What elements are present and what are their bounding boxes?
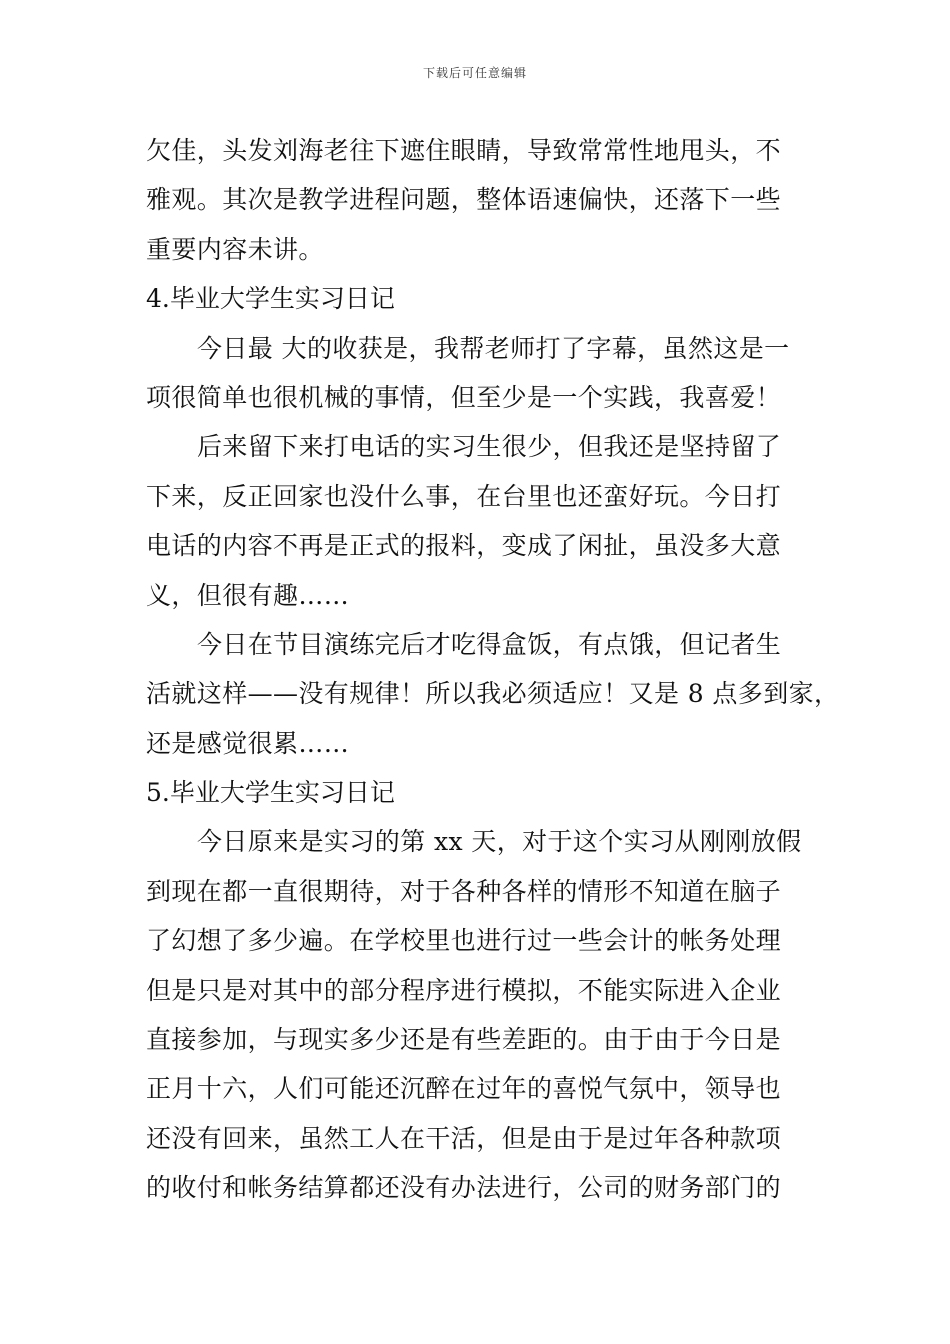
text-line: 项很简单也很机械的事情，但至少是一个实践，我喜爱！ — [146, 382, 782, 412]
text-line: 今日最 大的收获是，我帮老师打了字幕，虽然这是一 — [197, 333, 790, 363]
text-line: 下来，反正回家也没什么事，在台里也还蛮好玩。今日打 — [146, 481, 782, 511]
text-line: 重要内容未讲。 — [146, 234, 324, 264]
text-line: 直接参加，与现实多少还是有些差距的。由于由于今日是 — [146, 1025, 782, 1055]
text-line: 义，但很有趣…… — [146, 580, 350, 610]
section-heading: 4.毕业大学生实习日记 — [146, 284, 395, 314]
text-line: 欠佳，头发刘海老往下遮住眼睛，导致常常性地甩头，不 — [146, 136, 782, 165]
text-line: 电话的内容不再是正式的报料，变成了闲扯，虽没多大意 — [146, 531, 782, 561]
text-line: 今日在节目演练完后才吃得盒饭，有点饿，但记者生 — [197, 629, 782, 659]
text-line: 后来留下来打电话的实习生很少，但我还是坚持留了 — [197, 432, 782, 462]
text-line: 的收付和帐务结算都还没有办法进行，公司的财务部门的 — [146, 1173, 782, 1203]
document-body — [146, 126, 840, 1213]
text-line: 还是感觉很累…… — [146, 728, 350, 758]
text-line: 还没有回来，虽然工人在干活，但是由于是过年各种款项 — [146, 1123, 782, 1153]
text-line: 正月十六，人们可能还沉醉在过年的喜悦气氛中，领导也 — [146, 1074, 782, 1104]
page-header: 下载后可任意编辑 — [422, 66, 527, 80]
text-line: 了幻想了多少遍。在学校里也进行过一些会计的帐务处理 — [146, 926, 782, 956]
text-line: 今日原来是实习的第 xx 天，对于这个实习从刚刚放假 — [197, 827, 802, 857]
text-line: 雅观。其次是教学进程问题，整体语速偏快，还落下一些 — [146, 185, 782, 215]
text-line: 到现在都一直很期待，对于各种各样的情形不知道在脑子 — [146, 876, 782, 906]
text-line: 活就这样——没有规律！所以我必须适应！又是 8 点多到家， — [146, 679, 840, 709]
section-heading: 5.毕业大学生实习日记 — [146, 778, 395, 808]
text-line: 但是只是对其中的部分程序进行模拟，不能实际进入企业 — [146, 975, 782, 1005]
